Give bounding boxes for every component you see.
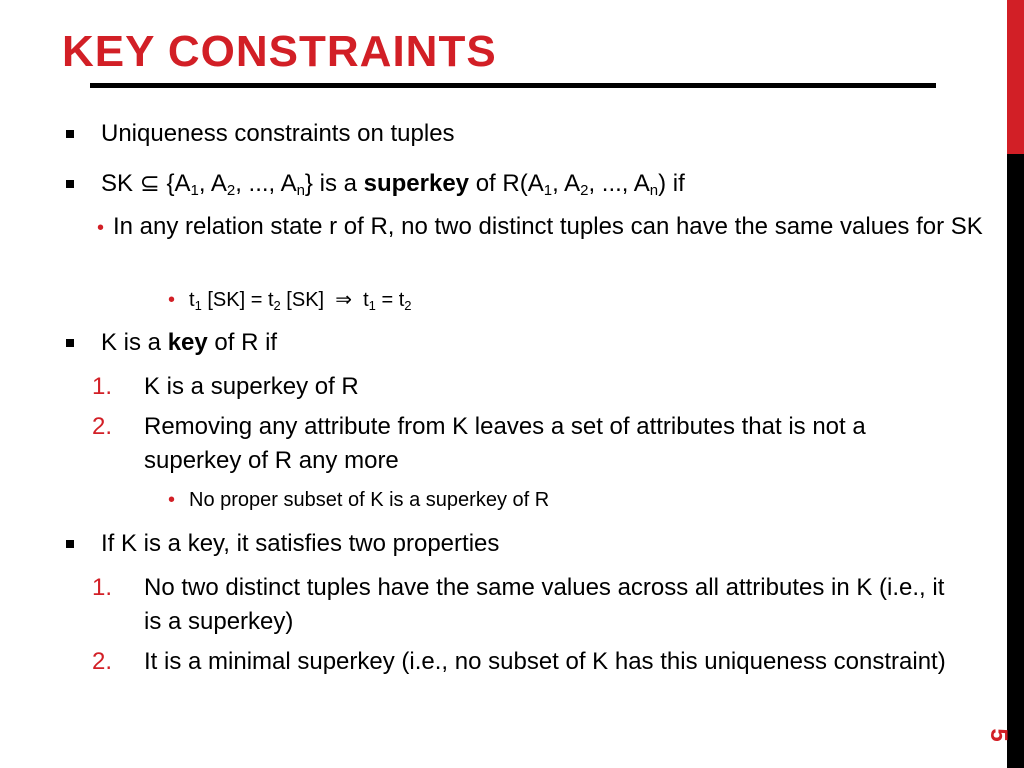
dot-bullet-icon: • [97, 217, 105, 239]
sub-bullet-relation-state: In any relation state r of R, no two distinct tuples can have the same values for SK [113, 213, 983, 240]
keyword-key: key [167, 329, 208, 356]
sub-sub-bullet-tuple-implication: $t_1$ $[SK] = t_2$ [SK] ⇒ $t_1 = t_2$ [189, 289, 412, 313]
key-property-2: It is a minimal superkey (i.e., no subset of K has this uniqueness constraint) [144, 648, 946, 675]
list-marker: 1. [92, 574, 113, 601]
dot-bullet-icon: • [168, 489, 176, 511]
subset-icon: ⊆ [139, 170, 160, 197]
square-bullet-icon [66, 180, 74, 188]
dot-bullet-icon: • [168, 289, 176, 311]
key-condition-2: Removing any attribute from K leaves a set of attributes that is not a superkey of R any more [144, 413, 866, 474]
square-bullet-icon [66, 339, 74, 347]
slide-title: KEY CONSTRAINTS [62, 27, 497, 76]
keyword-superkey: superkey [363, 170, 470, 197]
square-bullet-icon [66, 130, 74, 138]
side-accent-bar-red [1007, 0, 1024, 154]
side-accent-bar-black [1007, 154, 1024, 768]
list-marker: 2. [92, 648, 113, 675]
list-marker: 1. [92, 373, 113, 400]
bullet-key-properties: If K is a key, it satisfies two properties [101, 530, 500, 557]
key-property-1: No two distinct tuples have the same values across all attributes in K (i.e., it is a superkey) [144, 574, 945, 635]
list-marker: 2. [92, 413, 113, 440]
square-bullet-icon [66, 540, 74, 548]
bullet-key-definition: K is a key of R if [101, 329, 278, 356]
bullet-uniqueness: Uniqueness constraints on tuples [101, 120, 455, 147]
implies-icon: ⇒ [335, 289, 352, 311]
key-condition-1: K is a superkey of R [144, 373, 359, 400]
title-underline [90, 83, 936, 88]
page-number: 5 [985, 728, 1012, 742]
sub-bullet-proper-subset: No proper subset of K is a superkey of R [189, 489, 550, 511]
bullet-superkey-definition: SK ⊆ {$A_1$, $A_2$, ..., $A_n$} is a superkey of $R(A_1$, $A_2$, ..., $A_n$) if [101, 170, 685, 199]
